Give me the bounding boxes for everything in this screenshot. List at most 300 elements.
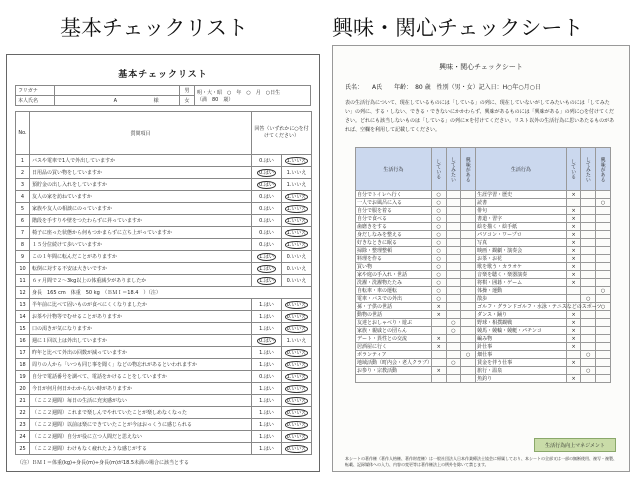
doing-mark[interactable] <box>431 351 446 359</box>
question-number: 3 <box>16 179 30 191</box>
want-mark[interactable] <box>581 271 596 279</box>
question-row <box>16 251 312 263</box>
activity-name: ゴルフ・グランドゴルフ・水泳・テニスなどのスポーツ <box>477 304 602 310</box>
interest-mark[interactable] <box>461 335 476 343</box>
question-row <box>16 359 312 371</box>
doing-mark[interactable]: ○ <box>431 239 446 247</box>
question-number: 15 <box>16 323 30 335</box>
want-mark[interactable] <box>581 231 596 239</box>
interest-mark[interactable] <box>461 199 476 207</box>
question-text: 転倒に対する不安は大きいですか <box>30 263 252 275</box>
want-mark[interactable] <box>446 199 461 207</box>
want-mark[interactable] <box>581 247 596 255</box>
name-cell <box>55 96 180 106</box>
answer-yes[interactable] <box>252 371 282 383</box>
activity-row <box>356 207 611 215</box>
activity-name: 自分でトイレへ行く <box>356 191 432 199</box>
doing-mark[interactable]: ○ <box>431 191 446 199</box>
answer-yes-label: 1.はい <box>259 254 274 260</box>
answer-no-label: 1.いいえ <box>286 206 307 212</box>
doing-mark[interactable]: × <box>431 343 446 351</box>
interest-mark[interactable] <box>596 367 611 375</box>
question-number: 25 <box>16 443 30 455</box>
want-mark[interactable] <box>581 255 596 263</box>
doing-mark[interactable]: × <box>566 207 581 215</box>
answer-no-label: 0.いいえ <box>286 266 307 272</box>
answer-no[interactable] <box>282 227 312 239</box>
activity-name: ダンス・踊り <box>476 311 567 319</box>
answer-yes-label: 1.はい <box>259 350 274 356</box>
doing-mark[interactable]: × <box>566 271 581 279</box>
activity-name: 地域活動（町内会・老人クラブ） <box>357 360 433 366</box>
answer-yes[interactable] <box>252 155 282 167</box>
doing-mark[interactable]: × <box>431 335 446 343</box>
answer-yes[interactable] <box>252 359 282 371</box>
answer-yes[interactable] <box>252 419 282 431</box>
answer-no[interactable] <box>282 251 312 263</box>
answer-no[interactable] <box>282 299 312 311</box>
personal-info-table <box>15 85 311 106</box>
interest-mark[interactable] <box>596 319 611 327</box>
interest-mark[interactable] <box>461 215 476 223</box>
answer-yes-label: 0.はい <box>259 374 274 380</box>
basic-checklist-form <box>6 54 320 472</box>
question-number: 18 <box>16 359 30 371</box>
interest-mark[interactable] <box>596 191 611 199</box>
answer-no[interactable] <box>282 155 312 167</box>
question-row <box>16 263 312 275</box>
interest-mark[interactable] <box>461 263 476 271</box>
answer-yes[interactable] <box>252 263 282 275</box>
interest-mark[interactable] <box>596 239 611 247</box>
answer-no[interactable] <box>282 311 312 323</box>
want-mark[interactable]: ○ <box>581 295 596 303</box>
want-mark[interactable] <box>446 343 461 351</box>
doing-mark[interactable]: ○ <box>431 295 446 303</box>
doing-mark[interactable]: × <box>566 231 581 239</box>
answer-yes-label: 1.はい <box>259 266 274 272</box>
want-mark[interactable] <box>581 335 596 343</box>
activity-row <box>356 303 611 311</box>
form-title: 基本チェックリスト <box>118 70 208 80</box>
answer-yes[interactable] <box>252 275 282 287</box>
birth-line: 明・大・昭 ○ 年 ○ 月 ○日生 <box>197 89 281 96</box>
doing-mark[interactable]: × <box>566 191 581 199</box>
answer-yes[interactable] <box>252 299 282 311</box>
question-number: 8 <box>16 239 30 251</box>
question-table <box>15 111 312 455</box>
doing-mark[interactable]: ○ <box>431 231 446 239</box>
doing-mark[interactable]: × <box>566 247 581 255</box>
doing-mark[interactable]: × <box>566 343 581 351</box>
activity-row <box>356 223 611 231</box>
sheet-description: 表の生活行為について、現在しているものには「している」の列に、現在していないがしてみたいものには「してみたい」の列に、する・しない、できる・できないにかかわらず、興味があるものには「興味がある」の列に○を付けてください。どれにも該当しないものは「している」の列に×を付けてください。リスト以外の生活行為に思いあたるものがあれば、空欄を利用して記載してください。 <box>345 100 615 133</box>
activity-row <box>356 319 611 327</box>
answer-no-label: 1.いいえ <box>286 338 307 344</box>
doing-mark[interactable]: × <box>566 327 581 335</box>
doing-mark[interactable]: × <box>566 279 581 287</box>
doing-mark[interactable]: × <box>566 311 581 319</box>
want-mark[interactable]: ○ <box>581 367 596 375</box>
furigana-value <box>55 86 180 96</box>
activity-name: 生涯学習・歴史 <box>476 191 567 199</box>
activity-name: 自分で食べる <box>356 215 432 223</box>
want-mark[interactable] <box>446 255 461 263</box>
want-mark[interactable] <box>581 287 596 295</box>
interest-mark[interactable] <box>461 231 476 239</box>
want-mark[interactable] <box>446 223 461 231</box>
interest-mark[interactable] <box>596 279 611 287</box>
question-number: 13 <box>16 299 30 311</box>
left-heading: 基本チェックリスト <box>60 16 248 40</box>
answer-no-label: 1.いいえ <box>286 158 307 164</box>
want-mark[interactable] <box>446 239 461 247</box>
life-activity-management-button[interactable]: 生活行為向上マネジメント <box>534 438 616 452</box>
answer-no-label: 1.いいえ <box>286 218 307 224</box>
activity-name: 旅行・温泉 <box>476 367 567 375</box>
activity-name: 好きなときに眠る <box>356 239 432 247</box>
question-text: 預貯金の出し入れをしていますか <box>30 179 252 191</box>
interest-mark[interactable]: ○ <box>596 303 611 311</box>
want-mark[interactable] <box>446 263 461 271</box>
activity-name: 動物の世話 <box>356 311 432 319</box>
answer-no[interactable] <box>282 167 312 179</box>
activity-name: 体操・運動 <box>476 287 567 295</box>
answer-yes[interactable] <box>252 239 282 251</box>
doing-mark[interactable]: ○ <box>431 247 446 255</box>
activity-row <box>356 311 611 319</box>
interest-mark[interactable] <box>461 311 476 319</box>
doing-mark[interactable]: ○ <box>431 255 446 263</box>
answer-no[interactable] <box>282 431 312 443</box>
answer-yes[interactable] <box>252 215 282 227</box>
want-mark[interactable] <box>446 271 461 279</box>
activity-name: 自分で服を着る <box>356 207 432 215</box>
interest-mark[interactable] <box>461 303 476 311</box>
activity-name: 身だしなみを整える <box>356 231 432 239</box>
activity-name: 孫・子供の世話 <box>356 303 432 311</box>
answer-yes[interactable] <box>252 335 282 347</box>
doing-mark[interactable]: × <box>431 367 446 375</box>
question-text: 半年前に比べて固いものが食べにくくなりましたか <box>30 299 252 311</box>
interest-mark[interactable] <box>596 215 611 223</box>
activity-name: 掃除・整理整頓 <box>356 247 432 255</box>
question-number: 12 <box>16 287 30 299</box>
doing-mark[interactable]: × <box>566 255 581 263</box>
question-text: 家族や友人の相談にのっていますか <box>30 203 252 215</box>
answer-no[interactable] <box>282 239 312 251</box>
doing-mark[interactable] <box>566 199 581 207</box>
activity-name: 競馬・競輪・競艇・パチンコ <box>476 327 567 335</box>
doing-mark[interactable]: × <box>566 239 581 247</box>
interest-mark[interactable]: ○ <box>596 199 611 207</box>
question-text: 周りの人から「いつも同じ事を聞く」などの物忘れがあるといわれますか <box>30 359 252 371</box>
want-mark[interactable] <box>581 343 596 351</box>
activity-name: 買い物 <box>356 263 432 271</box>
want-mark[interactable] <box>446 351 461 359</box>
empty-cell <box>446 375 461 383</box>
question-text: 友人の家を訪ねていますか <box>30 191 252 203</box>
want-mark[interactable] <box>581 359 596 367</box>
answer-yes[interactable] <box>252 323 282 335</box>
question-text: （ここ２週間）わけもなく疲れたような感じがする <box>30 443 252 455</box>
doing-mark[interactable]: × <box>566 375 581 383</box>
activity-name: パソコン・ワープロ <box>476 231 567 239</box>
answer-yes[interactable] <box>252 191 282 203</box>
interest-mark[interactable] <box>596 255 611 263</box>
col-question-header: 質問項目 <box>30 112 252 155</box>
answer-no[interactable] <box>282 359 312 371</box>
want-mark[interactable] <box>446 335 461 343</box>
doing-mark[interactable]: × <box>566 263 581 271</box>
right-heading: 興味・関心チェックシート <box>332 16 584 40</box>
want-mark[interactable] <box>446 311 461 319</box>
interest-mark[interactable] <box>596 295 611 303</box>
answer-yes[interactable] <box>252 227 282 239</box>
interest-mark[interactable] <box>596 207 611 215</box>
activity-row <box>356 327 611 335</box>
question-text: バスや電車で1人で外出していますか <box>30 155 252 167</box>
question-number: 9 <box>16 251 30 263</box>
age-line: （満 80 歳） <box>197 96 234 103</box>
want-mark[interactable] <box>581 327 596 335</box>
doing-mark[interactable]: ○ <box>431 271 446 279</box>
answer-yes[interactable] <box>252 203 282 215</box>
question-row <box>16 335 312 347</box>
interest-mark[interactable] <box>596 335 611 343</box>
want-mark[interactable] <box>581 239 596 247</box>
answer-no-label: 1.いいえ <box>286 170 307 176</box>
answer-no[interactable] <box>282 275 312 287</box>
question-row <box>16 299 312 311</box>
activity-name: 自転車・車の運転 <box>356 287 432 295</box>
want-mark[interactable] <box>446 287 461 295</box>
question-row <box>16 419 312 431</box>
interest-mark[interactable] <box>461 271 476 279</box>
interest-mark[interactable] <box>596 359 611 367</box>
want-mark[interactable] <box>446 215 461 223</box>
want-mark[interactable] <box>581 279 596 287</box>
answer-no-label: 1.いいえ <box>286 242 307 248</box>
interest-mark[interactable] <box>596 375 611 383</box>
want-mark[interactable] <box>581 311 596 319</box>
interest-mark[interactable] <box>461 287 476 295</box>
activity-name: 野球・相撲観戦 <box>476 319 567 327</box>
answer-yes[interactable] <box>252 443 282 455</box>
activity-row <box>356 375 611 383</box>
answer-yes[interactable] <box>252 179 282 191</box>
answer-yes[interactable] <box>252 167 282 179</box>
answer-no[interactable] <box>282 323 312 335</box>
activity-name: 読書 <box>476 199 567 207</box>
interest-mark[interactable] <box>596 263 611 271</box>
want-mark[interactable] <box>446 231 461 239</box>
want-mark[interactable] <box>446 367 461 375</box>
doing-mark[interactable]: × <box>431 303 446 311</box>
birth-info <box>195 86 311 106</box>
want-mark[interactable] <box>446 191 461 199</box>
answer-yes-label: 1.はい <box>259 326 274 332</box>
question-text: お茶や汁物等でむせることがありますか <box>30 311 252 323</box>
doing-mark[interactable]: × <box>566 215 581 223</box>
activity-name: 編み物 <box>476 335 567 343</box>
interest-mark[interactable]: ○ <box>596 287 611 295</box>
activity-name: 洗濯・洗濯物たたみ <box>356 279 432 287</box>
answer-no[interactable] <box>282 395 312 407</box>
doing-mark[interactable] <box>566 287 581 295</box>
answer-yes[interactable] <box>252 311 282 323</box>
doing-mark[interactable] <box>431 319 446 327</box>
doing-mark[interactable]: ○ <box>431 215 446 223</box>
interest-mark[interactable] <box>461 191 476 199</box>
interest-mark[interactable] <box>461 359 476 367</box>
interest-mark[interactable] <box>596 231 611 239</box>
question-text: 昨年と比べて外出の回数が減っていますか <box>30 347 252 359</box>
want-mark[interactable] <box>581 215 596 223</box>
doing-mark[interactable]: ○ <box>431 287 446 295</box>
interest-mark[interactable] <box>596 271 611 279</box>
want-mark[interactable] <box>446 207 461 215</box>
answer-yes-label: 1.はい <box>259 398 274 404</box>
want-mark[interactable] <box>446 279 461 287</box>
answer-no[interactable] <box>282 383 312 395</box>
doing-mark[interactable] <box>431 327 446 335</box>
answer-no-label: 0.いいえ <box>286 410 307 416</box>
col-answer-header: 回答（いずれかに○を付けてください） <box>252 112 312 155</box>
answer-no[interactable] <box>282 371 312 383</box>
interest-mark[interactable] <box>596 343 611 351</box>
want-mark[interactable] <box>581 375 596 383</box>
want-mark[interactable] <box>581 263 596 271</box>
want-mark[interactable]: ○ <box>446 327 461 335</box>
doing-mark[interactable] <box>566 295 581 303</box>
want-mark[interactable] <box>581 199 596 207</box>
activity-row <box>356 359 611 367</box>
activity-row <box>356 367 611 375</box>
want-mark[interactable] <box>446 247 461 255</box>
interest-mark[interactable] <box>461 367 476 375</box>
activity-name: 一人でお風呂に入る <box>356 199 432 207</box>
question-row <box>16 215 312 227</box>
answer-no[interactable] <box>282 347 312 359</box>
answer-no[interactable] <box>282 191 312 203</box>
interest-mark[interactable] <box>461 207 476 215</box>
answer-no[interactable] <box>282 263 312 275</box>
interest-mark[interactable]: ○ <box>461 351 476 359</box>
question-row <box>16 395 312 407</box>
doing-mark[interactable]: × <box>566 335 581 343</box>
want-mark[interactable]: ○ <box>446 319 461 327</box>
doing-mark[interactable]: ○ <box>431 207 446 215</box>
interest-mark[interactable] <box>461 239 476 247</box>
col-want-header-2: してみたい <box>581 148 596 191</box>
question-number: 2 <box>16 167 30 179</box>
answer-no[interactable] <box>282 215 312 227</box>
interest-mark[interactable] <box>596 247 611 255</box>
want-mark[interactable] <box>581 319 596 327</box>
interest-mark[interactable] <box>461 247 476 255</box>
interest-mark[interactable] <box>461 343 476 351</box>
question-row <box>16 167 312 179</box>
want-mark[interactable] <box>581 223 596 231</box>
activity-name: 散歩 <box>476 295 567 303</box>
doing-mark[interactable]: × <box>566 319 581 327</box>
answer-yes[interactable] <box>252 431 282 443</box>
interest-mark[interactable] <box>461 319 476 327</box>
interest-mark[interactable] <box>596 327 611 335</box>
doing-mark[interactable]: × <box>566 223 581 231</box>
answer-yes-label: 1.はい <box>259 362 274 368</box>
answer-yes-label: 1.はい <box>259 410 274 416</box>
activity-row <box>356 239 611 247</box>
answer-no[interactable] <box>282 443 312 455</box>
answer-yes-label: 1.はい <box>259 386 274 392</box>
question-number: 5 <box>16 203 30 215</box>
answer-yes-label: 0.はい <box>259 182 274 188</box>
interest-mark[interactable] <box>461 279 476 287</box>
question-number: 22 <box>16 407 30 419</box>
answer-yes[interactable] <box>252 407 282 419</box>
answer-yes[interactable] <box>252 383 282 395</box>
activity-name: 歌を歌う・カラオケ <box>476 263 567 271</box>
doing-mark[interactable] <box>566 351 581 359</box>
question-number: 24 <box>16 431 30 443</box>
answer-yes[interactable] <box>252 347 282 359</box>
answer-yes-label: 0.はい <box>259 194 274 200</box>
interest-mark[interactable] <box>596 351 611 359</box>
doing-mark[interactable] <box>431 359 446 367</box>
doing-mark[interactable]: × <box>566 359 581 367</box>
interest-mark[interactable] <box>596 311 611 319</box>
doing-mark[interactable]: ○ <box>431 223 446 231</box>
answer-no[interactable] <box>282 203 312 215</box>
activity-name: 料理を作る <box>356 255 432 263</box>
interest-mark[interactable] <box>461 223 476 231</box>
want-mark[interactable] <box>446 295 461 303</box>
col-activity-header-1: 生活行為 <box>356 148 432 191</box>
doing-mark[interactable]: ○ <box>431 199 446 207</box>
doing-mark[interactable]: × <box>431 311 446 319</box>
answer-no[interactable] <box>282 179 312 191</box>
doing-mark[interactable] <box>566 367 581 375</box>
doing-mark[interactable]: ○ <box>431 279 446 287</box>
sheet-info-line: 氏名： A氏 年齢： 80 歳 性別（男・女）記入日：H○年○月○日 <box>345 84 541 91</box>
interest-mark[interactable] <box>596 223 611 231</box>
want-mark[interactable] <box>581 207 596 215</box>
answer-yes[interactable] <box>252 251 282 263</box>
answer-yes[interactable] <box>252 395 282 407</box>
doing-mark[interactable]: ○ <box>431 263 446 271</box>
answer-no[interactable] <box>282 335 312 347</box>
answer-no[interactable] <box>282 407 312 419</box>
interest-mark[interactable] <box>461 327 476 335</box>
answer-yes-label: 1.はい <box>259 278 274 284</box>
want-mark[interactable] <box>446 303 461 311</box>
activity-name: 賃金を伴う仕事 <box>476 359 567 367</box>
want-mark[interactable]: ○ <box>581 351 596 359</box>
want-mark[interactable]: ○ <box>446 359 461 367</box>
answer-yes-label: 0.はい <box>259 242 274 248</box>
question-number: 1 <box>16 155 30 167</box>
want-mark[interactable] <box>581 191 596 199</box>
activity-name: 畑仕事 <box>476 351 567 359</box>
interest-mark[interactable] <box>461 255 476 263</box>
answer-no-label: 1.いいえ <box>286 182 307 188</box>
question-row <box>16 203 312 215</box>
interest-mark[interactable] <box>461 295 476 303</box>
col-interest-header-1: 興味がある <box>461 148 476 191</box>
answer-no[interactable] <box>282 419 312 431</box>
